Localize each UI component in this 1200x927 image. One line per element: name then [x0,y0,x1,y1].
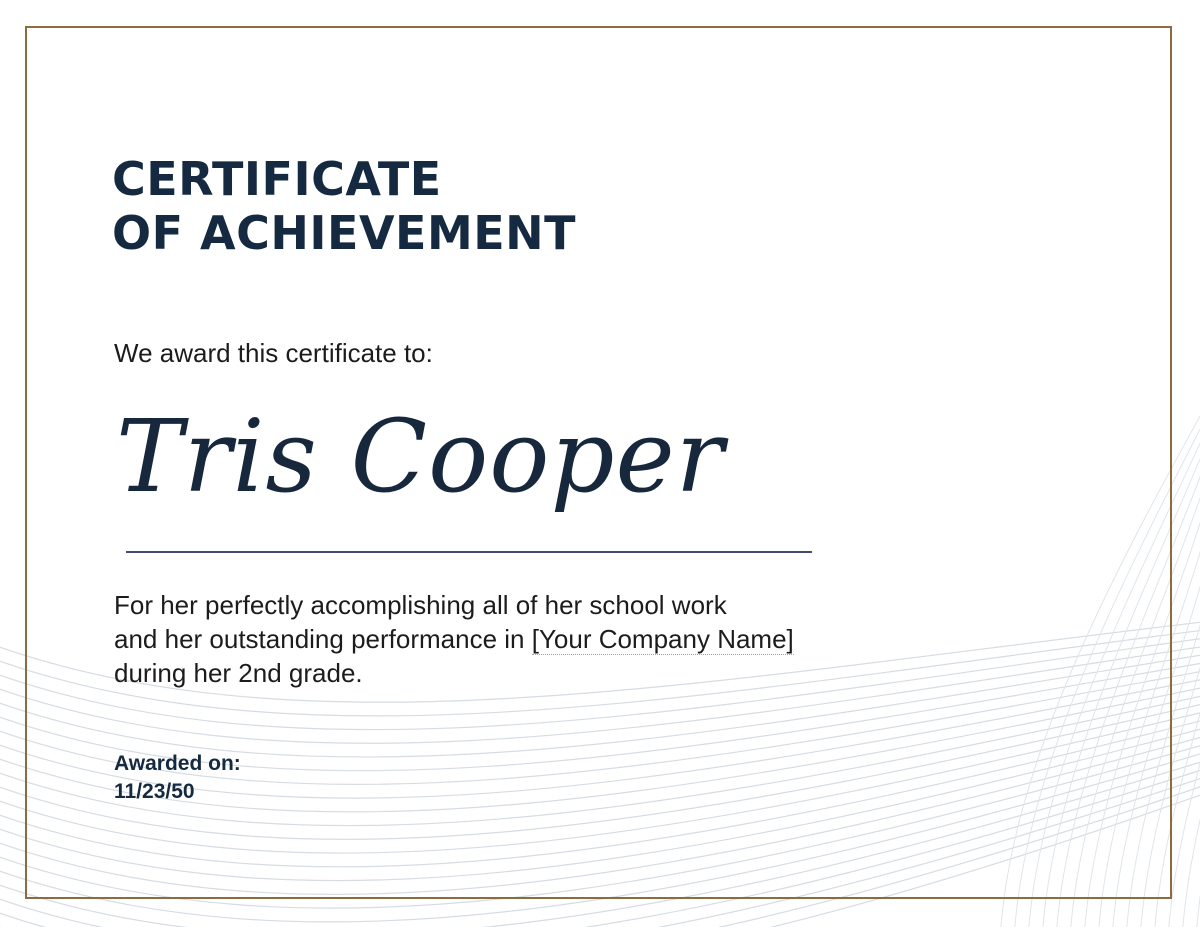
title-line-2: OF ACHIEVEMENT [112,206,577,260]
wave-line [1196,520,1200,927]
recipient-underline [126,551,812,553]
award-description [114,588,994,690]
title-line-1: CERTIFICATE [112,152,442,206]
awarded-on-date: 11/23/50 [114,780,195,803]
awarded-on-block [114,750,241,806]
description-line-1: For her perfectly accomplishing all of her school work [114,590,727,620]
description-line-3: during her 2nd grade. [114,658,363,688]
description-line-2-prefix: and her outstanding performance in [114,624,532,654]
certificate-title [112,152,576,260]
recipient-name: Tris Cooper [116,398,725,515]
description-line-2 [114,622,994,656]
awarded-on-label: Awarded on: [114,752,241,775]
award-intro-text: We award this certificate to: [114,338,433,368]
company-name-placeholder[interactable]: [Your Company Name] [531,624,794,654]
wave-line [1182,510,1200,927]
